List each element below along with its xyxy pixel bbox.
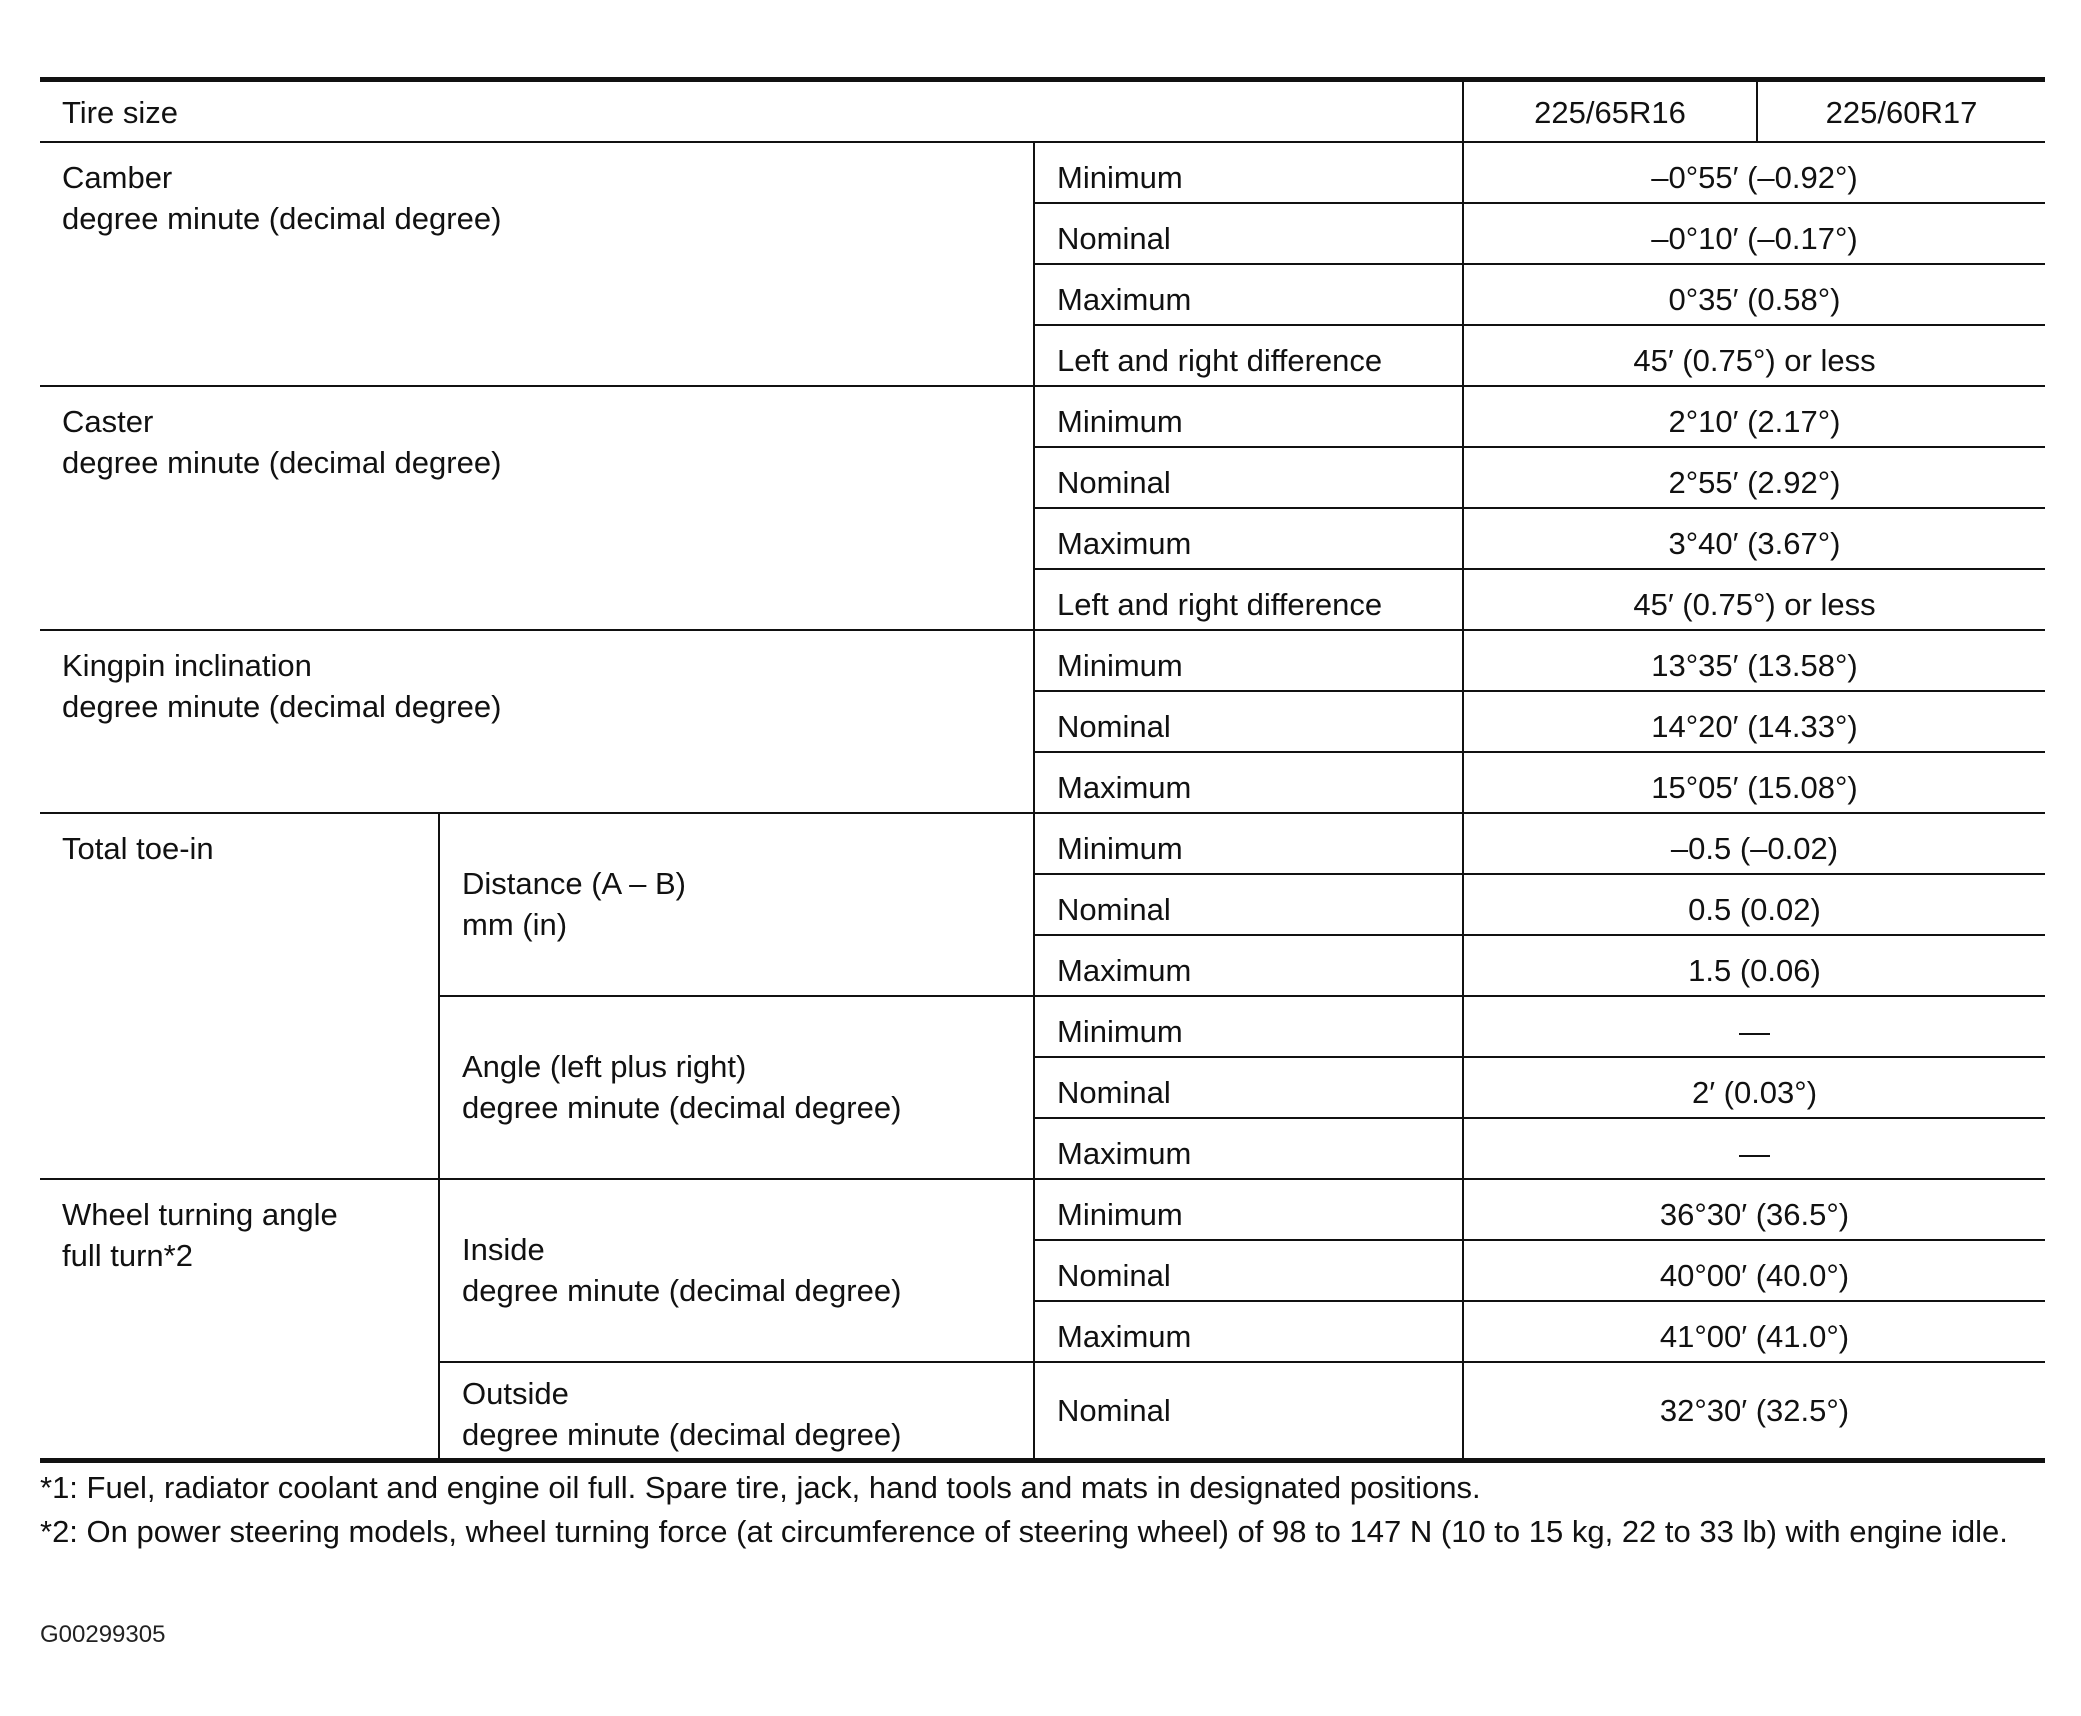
tire-size-1: 225/65R16 [1463, 80, 1757, 142]
camber-max-value: 0°35′ (0.58°) [1463, 264, 2045, 325]
toe-distance-nom-value: 0.5 (0.02) [1463, 874, 2045, 935]
tire-size-2: 225/60R17 [1757, 80, 2045, 142]
kingpin-title: Kingpin inclination [62, 647, 312, 683]
camber-unit: degree minute (decimal degree) [62, 200, 502, 236]
kingpin-nom-value: 14°20′ (14.33°) [1463, 691, 2045, 752]
turning-inside-min-label: Minimum [1034, 1179, 1463, 1240]
caster-nom-value: 2°55′ (2.92°) [1463, 447, 2045, 508]
caster-diff-value: 45′ (0.75°) or less [1463, 569, 2045, 630]
turning-inside-subcategory [439, 1179, 1034, 1362]
turning-inside-title: Inside [462, 1232, 545, 1267]
camber-max-label: Maximum [1034, 264, 1463, 325]
toe-angle-max-value: — [1463, 1118, 2045, 1179]
footnote-1: *1: Fuel, radiator coolant and engine oil full. Spare tire, jack, hand tools and mats in designated positions. [40, 1470, 1481, 1505]
toe-distance-min-label: Minimum [1034, 813, 1463, 874]
turning-inside-nom-value: 40°00′ (40.0°) [1463, 1240, 2045, 1301]
toe-distance-min-value: –0.5 (–0.02) [1463, 813, 2045, 874]
kingpin-min-label: Minimum [1034, 630, 1463, 691]
toe-distance-nom-label: Nominal [1034, 874, 1463, 935]
caster-max-label: Maximum [1034, 508, 1463, 569]
toe-distance-max-label: Maximum [1034, 935, 1463, 996]
camber-title: Camber [62, 159, 173, 195]
caster-min-label: Minimum [1034, 386, 1463, 447]
table-row [40, 386, 2045, 447]
camber-min-value: –0°55′ (–0.92°) [1463, 142, 2045, 203]
kingpin-category [40, 630, 1034, 813]
kingpin-max-value: 15°05′ (15.08°) [1463, 752, 2045, 813]
table-row [40, 813, 2045, 874]
camber-diff-value: 45′ (0.75°) or less [1463, 325, 2045, 386]
turning-subtitle: full turn*2 [62, 1237, 193, 1273]
camber-min-label: Minimum [1034, 142, 1463, 203]
toe-in-category: Total toe-in [40, 813, 439, 1179]
toe-angle-min-label: Minimum [1034, 996, 1463, 1057]
turning-inside-min-value: 36°30′ (36.5°) [1463, 1179, 2045, 1240]
caster-min-value: 2°10′ (2.17°) [1463, 386, 2045, 447]
table-row [40, 142, 2045, 203]
turning-outside-title: Outside [462, 1375, 569, 1411]
toe-angle-title: Angle (left plus right) [462, 1049, 747, 1084]
kingpin-nom-label: Nominal [1034, 691, 1463, 752]
toe-angle-min-value: — [1463, 996, 2045, 1057]
footnotes [40, 1466, 2045, 1554]
toe-angle-max-label: Maximum [1034, 1118, 1463, 1179]
caster-max-value: 3°40′ (3.67°) [1463, 508, 2045, 569]
toe-angle-nom-value: 2′ (0.03°) [1463, 1057, 2045, 1118]
camber-nom-value: –0°10′ (–0.17°) [1463, 203, 2045, 264]
caster-category [40, 386, 1034, 630]
camber-nom-label: Nominal [1034, 203, 1463, 264]
figure-id: G00299305 [40, 1621, 166, 1648]
caster-unit: degree minute (decimal degree) [62, 444, 502, 480]
toe-angle-subcategory [439, 996, 1034, 1179]
toe-distance-title: Distance (A – B) [462, 866, 686, 901]
alignment-spec-table [40, 77, 2045, 1463]
toe-distance-max-value: 1.5 (0.06) [1463, 935, 2045, 996]
toe-distance-subcategory [439, 813, 1034, 996]
turning-inside-max-label: Maximum [1034, 1301, 1463, 1362]
kingpin-min-value: 13°35′ (13.58°) [1463, 630, 2045, 691]
turning-title: Wheel turning angle [62, 1196, 338, 1232]
toe-distance-unit: mm (in) [462, 907, 568, 942]
toe-angle-unit: degree minute (decimal degree) [462, 1090, 902, 1125]
camber-diff-label: Left and right difference [1034, 325, 1463, 386]
turning-outside-nom-label: Nominal [1034, 1362, 1463, 1461]
turning-inside-nom-label: Nominal [1034, 1240, 1463, 1301]
footnote-2: *2: On power steering models, wheel turning force (at circumference of steering wheel) of 98 to 147 N (10 to 15 kg, 22 to 33 lb) with engine idle. [40, 1514, 2008, 1549]
turning-outside-unit: degree minute (decimal degree) [462, 1416, 902, 1452]
turning-outside-subcategory [439, 1362, 1034, 1461]
tire-size-label: Tire size [40, 80, 1463, 142]
header-row [40, 80, 2045, 142]
camber-category [40, 142, 1034, 386]
turning-category [40, 1179, 439, 1461]
caster-title: Caster [62, 403, 154, 439]
turning-inside-unit: degree minute (decimal degree) [462, 1273, 902, 1308]
turning-outside-nom-value: 32°30′ (32.5°) [1463, 1362, 2045, 1461]
kingpin-unit: degree minute (decimal degree) [62, 688, 502, 724]
kingpin-max-label: Maximum [1034, 752, 1463, 813]
turning-inside-max-value: 41°00′ (41.0°) [1463, 1301, 2045, 1362]
table-row [40, 1179, 2045, 1240]
table-row [40, 630, 2045, 691]
toe-angle-nom-label: Nominal [1034, 1057, 1463, 1118]
caster-diff-label: Left and right difference [1034, 569, 1463, 630]
caster-nom-label: Nominal [1034, 447, 1463, 508]
